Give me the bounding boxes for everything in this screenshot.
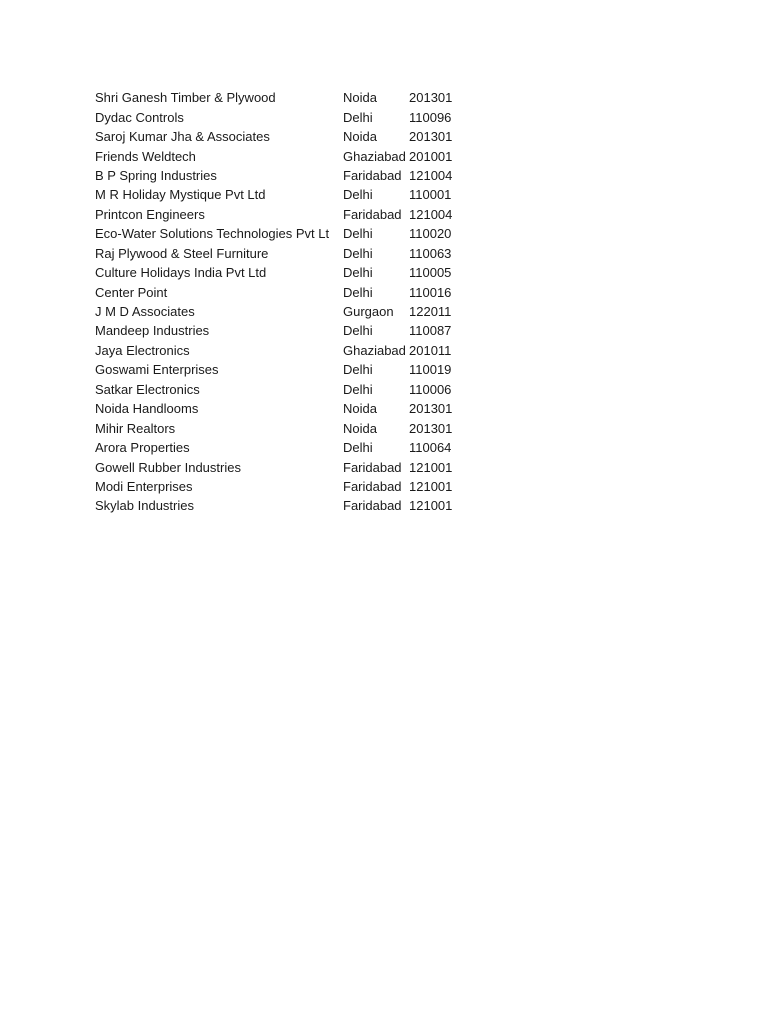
pin-code: 110019 [409, 362, 452, 378]
city: Faridabad [343, 167, 402, 183]
city: Noida [343, 401, 377, 417]
table-row [95, 263, 475, 282]
company-name: M R Holiday Mystique Pvt Ltd [95, 187, 266, 203]
table-row [95, 282, 475, 301]
table-row [95, 496, 475, 515]
city: Ghaziabad [343, 342, 406, 358]
table-row [95, 166, 475, 185]
table-row [95, 146, 475, 165]
table-row [95, 244, 475, 263]
pin-code: 110020 [409, 226, 452, 242]
company-name: B P Spring Industries [95, 167, 217, 183]
city: Faridabad [343, 498, 402, 514]
pin-code: 201301 [409, 401, 453, 417]
table-row [95, 360, 475, 379]
company-name: Culture Holidays India Pvt Ltd [95, 265, 267, 281]
city: Delhi [343, 440, 373, 456]
city: Delhi [343, 284, 373, 300]
company-name: Jaya Electronics [95, 342, 190, 358]
company-name: Mihir Realtors [95, 420, 176, 436]
table-row [95, 438, 475, 457]
company-name: Arora Properties [95, 440, 190, 456]
company-name: Skylab Industries [95, 498, 194, 514]
company-name: Raj Plywood & Steel Furniture [95, 245, 269, 261]
table-row [95, 418, 475, 437]
company-name: Center Point [95, 284, 168, 300]
pin-code: 110064 [409, 440, 452, 456]
city: Noida [343, 420, 377, 436]
city: Delhi [343, 381, 373, 397]
pin-code: 121001 [409, 478, 453, 494]
city: Noida [343, 90, 377, 106]
city: Gurgaon [343, 304, 394, 320]
table-row [95, 380, 475, 399]
table-row [95, 477, 475, 496]
city: Noida [343, 129, 377, 145]
pin-code: 110005 [409, 265, 452, 281]
table-row [95, 205, 475, 224]
pin-code: 110063 [409, 245, 452, 261]
pin-code: 110006 [409, 381, 452, 397]
city: Delhi [343, 245, 373, 261]
city: Faridabad [343, 459, 402, 475]
city: Delhi [343, 226, 373, 242]
address-table [95, 88, 475, 516]
table-row [95, 457, 475, 476]
pin-code: 201301 [409, 90, 453, 106]
city: Delhi [343, 109, 373, 125]
company-name: Shri Ganesh Timber & Plywood [95, 90, 276, 106]
company-name: Satkar Electronics [95, 381, 200, 397]
city: Faridabad [343, 478, 402, 494]
table-row [95, 127, 475, 146]
table-row [95, 185, 475, 204]
pin-code: 110096 [409, 109, 452, 125]
city: Ghaziabad [343, 148, 406, 164]
pin-code: 201301 [409, 129, 453, 145]
pin-code: 121004 [409, 167, 453, 183]
table-row [95, 321, 475, 340]
pin-code: 201301 [409, 420, 453, 436]
company-name: Saroj Kumar Jha & Associates [95, 129, 270, 145]
city: Faridabad [343, 206, 402, 222]
company-name: Goswami Enterprises [95, 362, 219, 378]
pin-code: 121004 [409, 206, 453, 222]
company-name: Mandeep Industries [95, 323, 210, 339]
city: Delhi [343, 323, 373, 339]
table-row [95, 399, 475, 418]
city: Delhi [343, 187, 373, 203]
company-name: Noida Handlooms [95, 401, 199, 417]
company-name: Modi Enterprises [95, 478, 193, 494]
pin-code: 122011 [409, 304, 452, 320]
company-name: Eco-Water Solutions Technologies Pvt Lt [95, 226, 330, 242]
city: Delhi [343, 362, 373, 378]
table-row [95, 302, 475, 321]
city: Delhi [343, 265, 373, 281]
pin-code: 201011 [409, 342, 452, 358]
table-row [95, 88, 475, 107]
company-name: Gowell Rubber Industries [95, 459, 241, 475]
pin-code: 121001 [409, 459, 453, 475]
table-row [95, 107, 475, 126]
pin-code: 201001 [409, 148, 453, 164]
pin-code: 121001 [409, 498, 453, 514]
company-name: Dydac Controls [95, 109, 184, 125]
pin-code: 110016 [409, 284, 452, 300]
company-name: Friends Weldtech [95, 148, 196, 164]
pin-code: 110001 [409, 187, 452, 203]
company-name: Printcon Engineers [95, 206, 205, 222]
table-row [95, 341, 475, 360]
pin-code: 110087 [409, 323, 452, 339]
table-row [95, 224, 475, 243]
company-name: J M D Associates [95, 304, 195, 320]
